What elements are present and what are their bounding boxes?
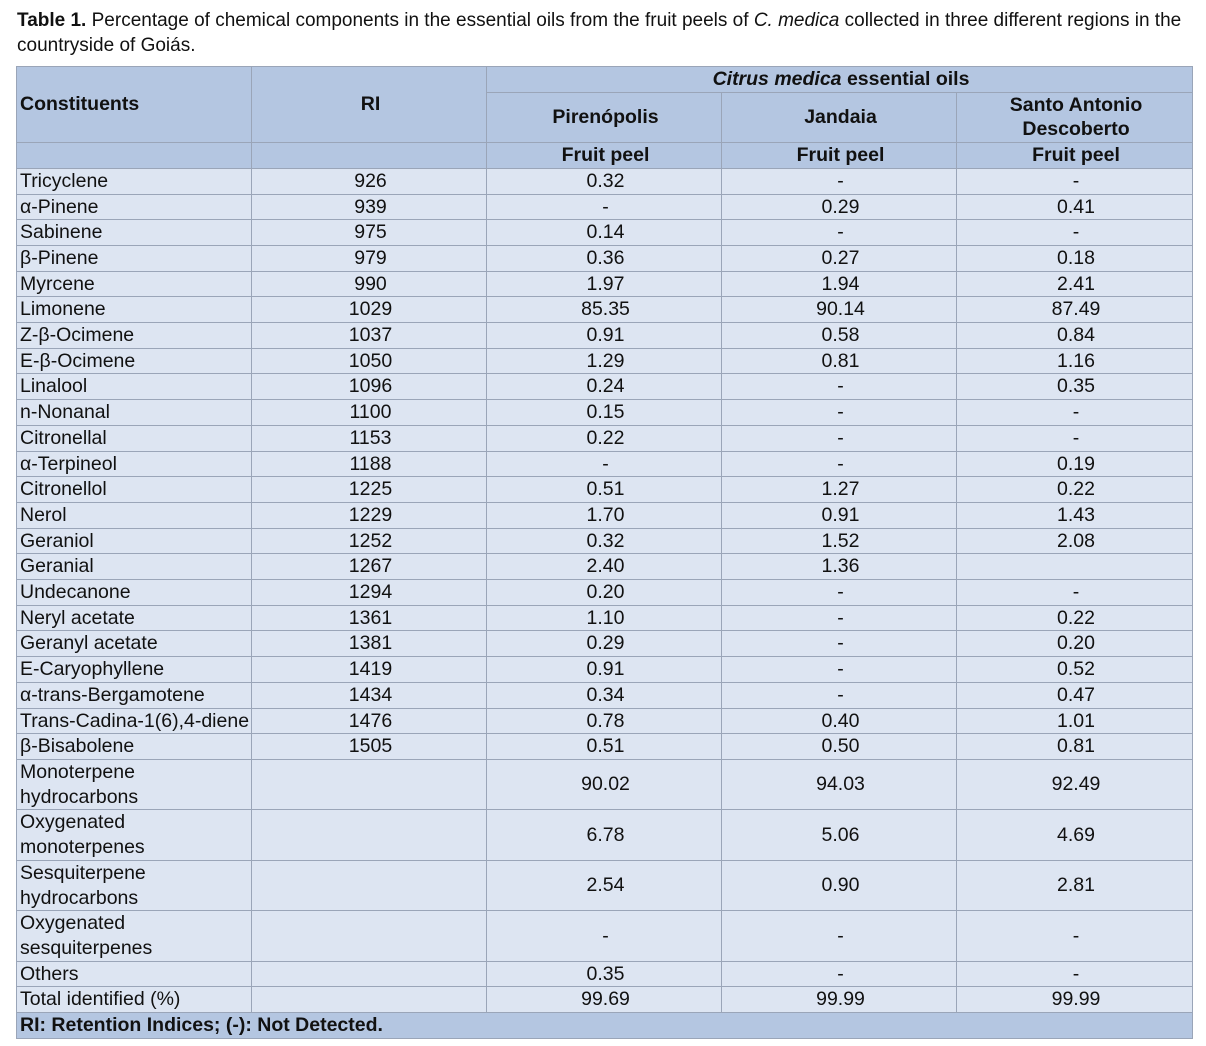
cell-ri (252, 759, 487, 809)
cell-pirenopolis: 0.51 (487, 734, 722, 760)
cell-jandaia: 0.29 (722, 194, 957, 220)
cell-santo-antonio: 0.81 (957, 734, 1193, 760)
cell-pirenopolis: 0.78 (487, 708, 722, 734)
cell-santo-antonio: 0.84 (957, 323, 1193, 349)
cell-santo-antonio: - (957, 168, 1193, 194)
cell-ri (252, 961, 487, 987)
table-body (17, 168, 1193, 1012)
cell-jandaia: 0.40 (722, 708, 957, 734)
cell-ri: 1476 (252, 708, 487, 734)
table-footnote: RI: Retention Indices; (-): Not Detected. (17, 1013, 1193, 1039)
cell-pirenopolis: 1.29 (487, 348, 722, 374)
cell-santo-antonio: 0.22 (957, 477, 1193, 503)
cell-santo-antonio: 1.01 (957, 708, 1193, 734)
cell-pirenopolis: 99.69 (487, 987, 722, 1013)
cell-constituent: Citronellal (17, 425, 252, 451)
table-row (17, 297, 1193, 323)
cell-ri: 1100 (252, 400, 487, 426)
cell-jandaia: - (722, 425, 957, 451)
cell-santo-antonio: 0.22 (957, 605, 1193, 631)
cell-constituent: Limonene (17, 297, 252, 323)
header-ri: RI (252, 67, 487, 143)
table-row (17, 987, 1193, 1013)
cell-santo-antonio: 99.99 (957, 987, 1193, 1013)
cell-jandaia: 1.27 (722, 477, 957, 503)
cell-constituent: Oxygenated sesquiterpenes (17, 911, 252, 961)
cell-pirenopolis: 0.29 (487, 631, 722, 657)
cell-jandaia: 0.27 (722, 245, 957, 271)
cell-ri (252, 987, 487, 1013)
cell-santo-antonio: 0.41 (957, 194, 1193, 220)
cell-pirenopolis: 0.20 (487, 580, 722, 606)
table-row (17, 348, 1193, 374)
cell-constituent: Geraniol (17, 528, 252, 554)
cell-ri: 926 (252, 168, 487, 194)
cell-constituent: Z-β-Ocimene (17, 323, 252, 349)
cell-constituent: Sesquiterpene hydrocarbons (17, 860, 252, 910)
cell-constituent: Undecanone (17, 580, 252, 606)
table-row (17, 502, 1193, 528)
cell-santo-antonio: 92.49 (957, 759, 1193, 809)
cell-pirenopolis: 0.34 (487, 682, 722, 708)
header-region-pirenopolis: Pirenópolis (487, 92, 722, 142)
header-region-santo-antonio: Santo Antonio Descoberto (957, 92, 1193, 142)
cell-santo-antonio: - (957, 220, 1193, 246)
cell-ri (252, 860, 487, 910)
table-row (17, 631, 1193, 657)
cell-jandaia: 0.58 (722, 323, 957, 349)
cell-santo-antonio: - (957, 911, 1193, 961)
cell-jandaia: - (722, 605, 957, 631)
table-row (17, 682, 1193, 708)
cell-jandaia: 1.52 (722, 528, 957, 554)
cell-ri (252, 911, 487, 961)
cell-jandaia: - (722, 911, 957, 961)
cell-jandaia: 99.99 (722, 987, 957, 1013)
table-row (17, 323, 1193, 349)
header-group-species: Citrus medica (712, 68, 842, 90)
cell-ri: 1419 (252, 657, 487, 683)
cell-ri (252, 810, 487, 860)
cell-pirenopolis: - (487, 194, 722, 220)
cell-pirenopolis: 0.24 (487, 374, 722, 400)
table-caption (17, 8, 1197, 58)
cell-pirenopolis: 0.91 (487, 657, 722, 683)
cell-ri: 1252 (252, 528, 487, 554)
cell-pirenopolis: - (487, 911, 722, 961)
cell-ri: 1229 (252, 502, 487, 528)
cell-jandaia: 0.90 (722, 860, 957, 910)
cell-pirenopolis: 0.22 (487, 425, 722, 451)
caption-text-before: Percentage of chemical components in the essential oils from the fruit peels of (86, 10, 754, 31)
cell-santo-antonio: 2.41 (957, 271, 1193, 297)
cell-santo-antonio: 87.49 (957, 297, 1193, 323)
cell-ri: 1294 (252, 580, 487, 606)
cell-constituent: Total identified (%) (17, 987, 252, 1013)
cell-pirenopolis: 2.40 (487, 554, 722, 580)
cell-santo-antonio: 1.16 (957, 348, 1193, 374)
cell-constituent: E-β-Ocimene (17, 348, 252, 374)
cell-jandaia: - (722, 400, 957, 426)
cell-ri: 1267 (252, 554, 487, 580)
table-row (17, 477, 1193, 503)
header-blank-ri (252, 143, 487, 169)
cell-ri: 975 (252, 220, 487, 246)
cell-pirenopolis: 0.32 (487, 528, 722, 554)
cell-ri: 939 (252, 194, 487, 220)
cell-santo-antonio: 4.69 (957, 810, 1193, 860)
cell-pirenopolis: 1.10 (487, 605, 722, 631)
cell-ri: 990 (252, 271, 487, 297)
cell-ri: 1029 (252, 297, 487, 323)
cell-ri: 1188 (252, 451, 487, 477)
cell-santo-antonio: - (957, 400, 1193, 426)
header-sub-santo-antonio: Fruit peel (957, 143, 1193, 169)
cell-ri: 1225 (252, 477, 487, 503)
cell-pirenopolis: 90.02 (487, 759, 722, 809)
table-row (17, 554, 1193, 580)
cell-jandaia: - (722, 961, 957, 987)
cell-ri: 979 (252, 245, 487, 271)
cell-constituent: Sabinene (17, 220, 252, 246)
cell-ri: 1381 (252, 631, 487, 657)
cell-ri: 1434 (252, 682, 487, 708)
caption-text-after: collected in three different regions in the countryside of Goiás. (17, 10, 1182, 56)
cell-jandaia: 0.81 (722, 348, 957, 374)
table-row (17, 220, 1193, 246)
header-group (487, 67, 1193, 93)
cell-constituent: Neryl acetate (17, 605, 252, 631)
cell-constituent: Oxygenated monoterpenes (17, 810, 252, 860)
cell-constituent: Citronellol (17, 477, 252, 503)
cell-constituent: E-Caryophyllene (17, 657, 252, 683)
cell-jandaia: 1.94 (722, 271, 957, 297)
cell-jandaia: - (722, 631, 957, 657)
cell-santo-antonio: - (957, 425, 1193, 451)
cell-pirenopolis: 6.78 (487, 810, 722, 860)
cell-santo-antonio: 2.81 (957, 860, 1193, 910)
cell-ri: 1050 (252, 348, 487, 374)
cell-jandaia: - (722, 374, 957, 400)
table-row (17, 708, 1193, 734)
cell-pirenopolis: 0.14 (487, 220, 722, 246)
cell-ri: 1096 (252, 374, 487, 400)
cell-jandaia: - (722, 657, 957, 683)
table-row (17, 911, 1193, 961)
table-row (17, 961, 1193, 987)
cell-jandaia: - (722, 451, 957, 477)
cell-constituent: Monoterpene hydrocarbons (17, 759, 252, 809)
cell-jandaia: 94.03 (722, 759, 957, 809)
header-sub-jandaia: Fruit peel (722, 143, 957, 169)
header-sub-pirenopolis: Fruit peel (487, 143, 722, 169)
cell-constituent: Myrcene (17, 271, 252, 297)
cell-constituent: Nerol (17, 502, 252, 528)
cell-constituent: β-Bisabolene (17, 734, 252, 760)
cell-pirenopolis: 0.15 (487, 400, 722, 426)
cell-ri: 1153 (252, 425, 487, 451)
cell-constituent: Tricyclene (17, 168, 252, 194)
cell-jandaia: 0.50 (722, 734, 957, 760)
cell-santo-antonio: 0.35 (957, 374, 1193, 400)
cell-santo-antonio: - (957, 961, 1193, 987)
table-row (17, 400, 1193, 426)
table-row (17, 425, 1193, 451)
cell-santo-antonio: 0.18 (957, 245, 1193, 271)
table-row (17, 734, 1193, 760)
cell-pirenopolis: 2.54 (487, 860, 722, 910)
cell-pirenopolis: 0.36 (487, 245, 722, 271)
cell-jandaia: 90.14 (722, 297, 957, 323)
cell-pirenopolis: 1.97 (487, 271, 722, 297)
cell-jandaia: - (722, 220, 957, 246)
cell-constituent: n-Nonanal (17, 400, 252, 426)
table-label: Table 1. (17, 10, 87, 31)
cell-pirenopolis: 0.32 (487, 168, 722, 194)
table-row (17, 271, 1193, 297)
cell-constituent: β-Pinene (17, 245, 252, 271)
header-region-jandaia: Jandaia (722, 92, 957, 142)
cell-constituent: Geranyl acetate (17, 631, 252, 657)
table-row (17, 605, 1193, 631)
cell-constituent: α-Terpineol (17, 451, 252, 477)
header-group-rest: essential oils (841, 68, 970, 90)
cell-jandaia: - (722, 168, 957, 194)
table-row (17, 657, 1193, 683)
cell-jandaia: 0.91 (722, 502, 957, 528)
cell-jandaia: - (722, 580, 957, 606)
table-row (17, 860, 1193, 910)
composition-table (16, 66, 1193, 1039)
table-row (17, 810, 1193, 860)
header-blank-constituents (17, 143, 252, 169)
table-row (17, 194, 1193, 220)
table-row (17, 245, 1193, 271)
cell-ri: 1505 (252, 734, 487, 760)
cell-jandaia: - (722, 682, 957, 708)
cell-ri: 1037 (252, 323, 487, 349)
cell-santo-antonio (957, 554, 1193, 580)
cell-santo-antonio: 1.43 (957, 502, 1193, 528)
cell-constituent: Linalool (17, 374, 252, 400)
cell-pirenopolis: 0.91 (487, 323, 722, 349)
table-row (17, 374, 1193, 400)
cell-ri: 1361 (252, 605, 487, 631)
cell-jandaia: 5.06 (722, 810, 957, 860)
cell-santo-antonio: 2.08 (957, 528, 1193, 554)
table-row (17, 168, 1193, 194)
cell-constituent: α-Pinene (17, 194, 252, 220)
cell-pirenopolis: 0.51 (487, 477, 722, 503)
header-constituents: Constituents (17, 67, 252, 143)
table-row (17, 580, 1193, 606)
cell-constituent: Geranial (17, 554, 252, 580)
cell-santo-antonio: 0.47 (957, 682, 1193, 708)
cell-pirenopolis: - (487, 451, 722, 477)
cell-santo-antonio: - (957, 580, 1193, 606)
cell-pirenopolis: 85.35 (487, 297, 722, 323)
cell-pirenopolis: 0.35 (487, 961, 722, 987)
table-row (17, 451, 1193, 477)
cell-constituent: α-trans-Bergamotene (17, 682, 252, 708)
table-row (17, 528, 1193, 554)
cell-constituent: Others (17, 961, 252, 987)
table-row (17, 759, 1193, 809)
cell-santo-antonio: 0.19 (957, 451, 1193, 477)
cell-santo-antonio: 0.52 (957, 657, 1193, 683)
cell-santo-antonio: 0.20 (957, 631, 1193, 657)
cell-pirenopolis: 1.70 (487, 502, 722, 528)
caption-species: C. medica (753, 10, 840, 31)
cell-jandaia: 1.36 (722, 554, 957, 580)
cell-constituent: Trans-Cadina-1(6),4-diene (17, 708, 252, 734)
